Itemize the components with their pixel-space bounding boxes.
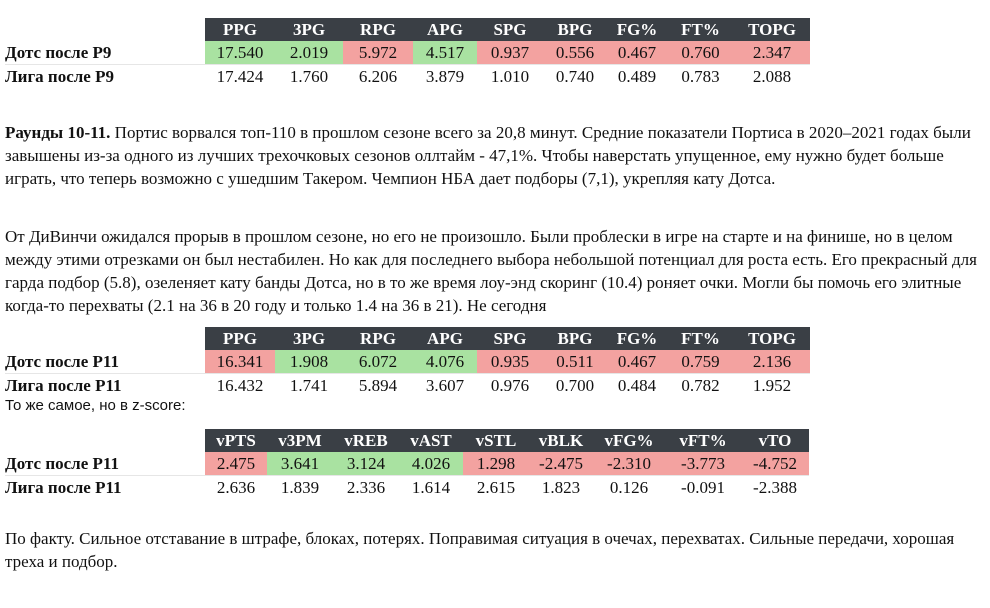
header-corner (5, 429, 205, 452)
col-header: vAST (399, 429, 463, 452)
row-label: Дотс после Р9 (5, 41, 205, 65)
table-cell: 1.952 (752, 375, 792, 395)
table-cell: -4.752 (741, 452, 809, 476)
col-header: TOPG (734, 327, 810, 350)
col-header: vFG% (593, 429, 665, 452)
table-cell: 5.894 (358, 375, 398, 395)
table-cell: 4.026 (399, 452, 463, 476)
col-header: RPG (343, 327, 413, 350)
table-header-row (5, 327, 810, 350)
table-cell: -0.091 (681, 477, 725, 497)
col-header: BPG (543, 327, 607, 350)
table-cell: 2.336 (346, 477, 386, 497)
col-header: vTO (741, 429, 809, 452)
table-cell: 0.937 (477, 41, 543, 65)
col-header: PPG (205, 18, 275, 41)
table-cell: 17.424 (216, 66, 264, 86)
table-cell: 17.540 (205, 41, 275, 65)
table-cell: 3.607 (425, 375, 465, 395)
table-cell: 2.347 (734, 41, 810, 65)
table-cell: -2.310 (593, 452, 665, 476)
table-row-league (5, 374, 810, 398)
table-cell: 3.879 (425, 66, 465, 86)
col-header: vSTL (463, 429, 529, 452)
table-cell: 2.475 (205, 452, 267, 476)
table-cell: 1.614 (411, 477, 451, 497)
table-cell: 0.556 (543, 41, 607, 65)
paragraph-heading: Раунды 10-11. (5, 123, 111, 142)
table-cell: 3.641 (267, 452, 333, 476)
paragraph-text: От ДиВинчи ожидался прорыв в прошлом сезоне, но его не произошло. Были проблески в игре на старте и на финише, но в целом между этими отрезками он был нестабилен. Но как для последнего выбора небольшой потенциал для роста есть. Его прекрасный для гарда подбор (5.8), озеленяет кату банды Дотса, но в то же время лоу-энд скоринг (10.4) роняет очки. Могли бы помочь его элитные когда-то перехваты (2.1 на 36 в 20 году и только 1.4 на 36 в 21). Не сегодня (5, 227, 977, 315)
table-cell: 2.615 (476, 477, 516, 497)
table-row-league (5, 65, 810, 89)
col-header: SPG (477, 327, 543, 350)
table-cell: 0.760 (667, 41, 734, 65)
table-cell: 0.782 (681, 375, 720, 395)
table-cell: -2.388 (753, 477, 797, 497)
table-cell: 5.972 (343, 41, 413, 65)
table-cell: 0.467 (607, 41, 667, 65)
table-cell: 2.019 (275, 41, 343, 65)
table-cell: -2.475 (529, 452, 593, 476)
table-cell: 1.823 (541, 477, 581, 497)
table-cell: 2.136 (734, 350, 810, 374)
row-label: Лига после Р9 (5, 66, 114, 86)
table-cell: 0.126 (609, 477, 649, 497)
col-header: vREB (333, 429, 399, 452)
table-cell: 4.517 (413, 41, 477, 65)
table-cell: 0.935 (477, 350, 543, 374)
table-cell: 1.760 (289, 66, 329, 86)
table-cell: 3.124 (333, 452, 399, 476)
table-cell: 4.076 (413, 350, 477, 374)
table-cell: 0.976 (490, 375, 530, 395)
table-header-row (5, 429, 809, 452)
col-header: BPG (543, 18, 607, 41)
col-header: SPG (477, 18, 543, 41)
stats-table-round11 (5, 327, 810, 397)
col-header: 3PG (275, 18, 343, 41)
header-corner (5, 327, 205, 350)
table-header-row (5, 18, 810, 41)
table-cell: 0.511 (543, 350, 607, 374)
row-label: Дотс после Р11 (5, 452, 205, 476)
table-cell: 1.010 (490, 66, 530, 86)
table-cell: 0.759 (667, 350, 734, 374)
table-cell: 16.432 (216, 375, 264, 395)
header-corner (5, 18, 205, 41)
table-cell: 1.741 (289, 375, 329, 395)
table-cell: 1.908 (275, 350, 343, 374)
table-cell: 6.072 (343, 350, 413, 374)
zscore-table-round11 (5, 429, 809, 499)
table-cell: 0.489 (617, 66, 657, 86)
zscore-caption: То же самое, но в z-score: (5, 397, 186, 414)
col-header: PPG (205, 327, 275, 350)
col-header: FT% (667, 18, 734, 41)
table-cell: 1.298 (463, 452, 529, 476)
table-cell: 6.206 (358, 66, 398, 86)
stats-table-round9 (5, 18, 810, 88)
col-header: 3PG (275, 327, 343, 350)
col-header: APG (413, 327, 477, 350)
col-header: vBLK (529, 429, 593, 452)
col-header: FT% (667, 327, 734, 350)
table-cell: 0.740 (555, 66, 595, 86)
paragraph-text: Портис ворвался топ-110 в прошлом сезоне всего за 20,8 минут. Средние показатели Портиса в 2020–2021 годах были завышены из-за одного из лучших трехочковых сезонов оллтайм - 47,1%. Чтобы наверстать упущенное, ему нужно будет больше играть, что теперь возможно с ушедшим Такером. Чемпион НБА дает подборы (7,1), укрепляя кату Дотса. (5, 123, 971, 188)
col-header: vFT% (665, 429, 741, 452)
row-label: Лига после Р11 (5, 477, 122, 497)
table-row-league (5, 476, 809, 500)
paragraph-rounds-10-11 (5, 121, 980, 190)
col-header: FG% (607, 327, 667, 350)
table-row-dots (5, 41, 810, 65)
table-cell: 2.088 (752, 66, 792, 86)
table-row-dots (5, 452, 809, 476)
table-cell: 0.700 (555, 375, 595, 395)
table-cell: 0.783 (681, 66, 720, 86)
col-header: RPG (343, 18, 413, 41)
row-label: Лига после Р11 (5, 375, 122, 395)
table-cell: 0.484 (617, 375, 657, 395)
table-cell: 2.636 (216, 477, 256, 497)
col-header: vPTS (205, 429, 267, 452)
table-cell: -3.773 (665, 452, 741, 476)
paragraph-text: По факту. Сильное отставание в штрафе, блоках, потерях. Поправимая ситуация в очечах, перехватах. Сильные передачи, хорошая треха и подбор. (5, 529, 955, 571)
table-row-dots (5, 350, 810, 374)
table-cell: 16.341 (205, 350, 275, 374)
table-cell: 0.467 (607, 350, 667, 374)
col-header: v3PM (267, 429, 333, 452)
paragraph-summary (5, 527, 980, 573)
row-label: Дотс после Р11 (5, 350, 205, 374)
col-header: TOPG (734, 18, 810, 41)
table-cell: 1.839 (280, 477, 320, 497)
paragraph-divincenzo (5, 225, 980, 317)
col-header: FG% (607, 18, 667, 41)
col-header: APG (413, 18, 477, 41)
